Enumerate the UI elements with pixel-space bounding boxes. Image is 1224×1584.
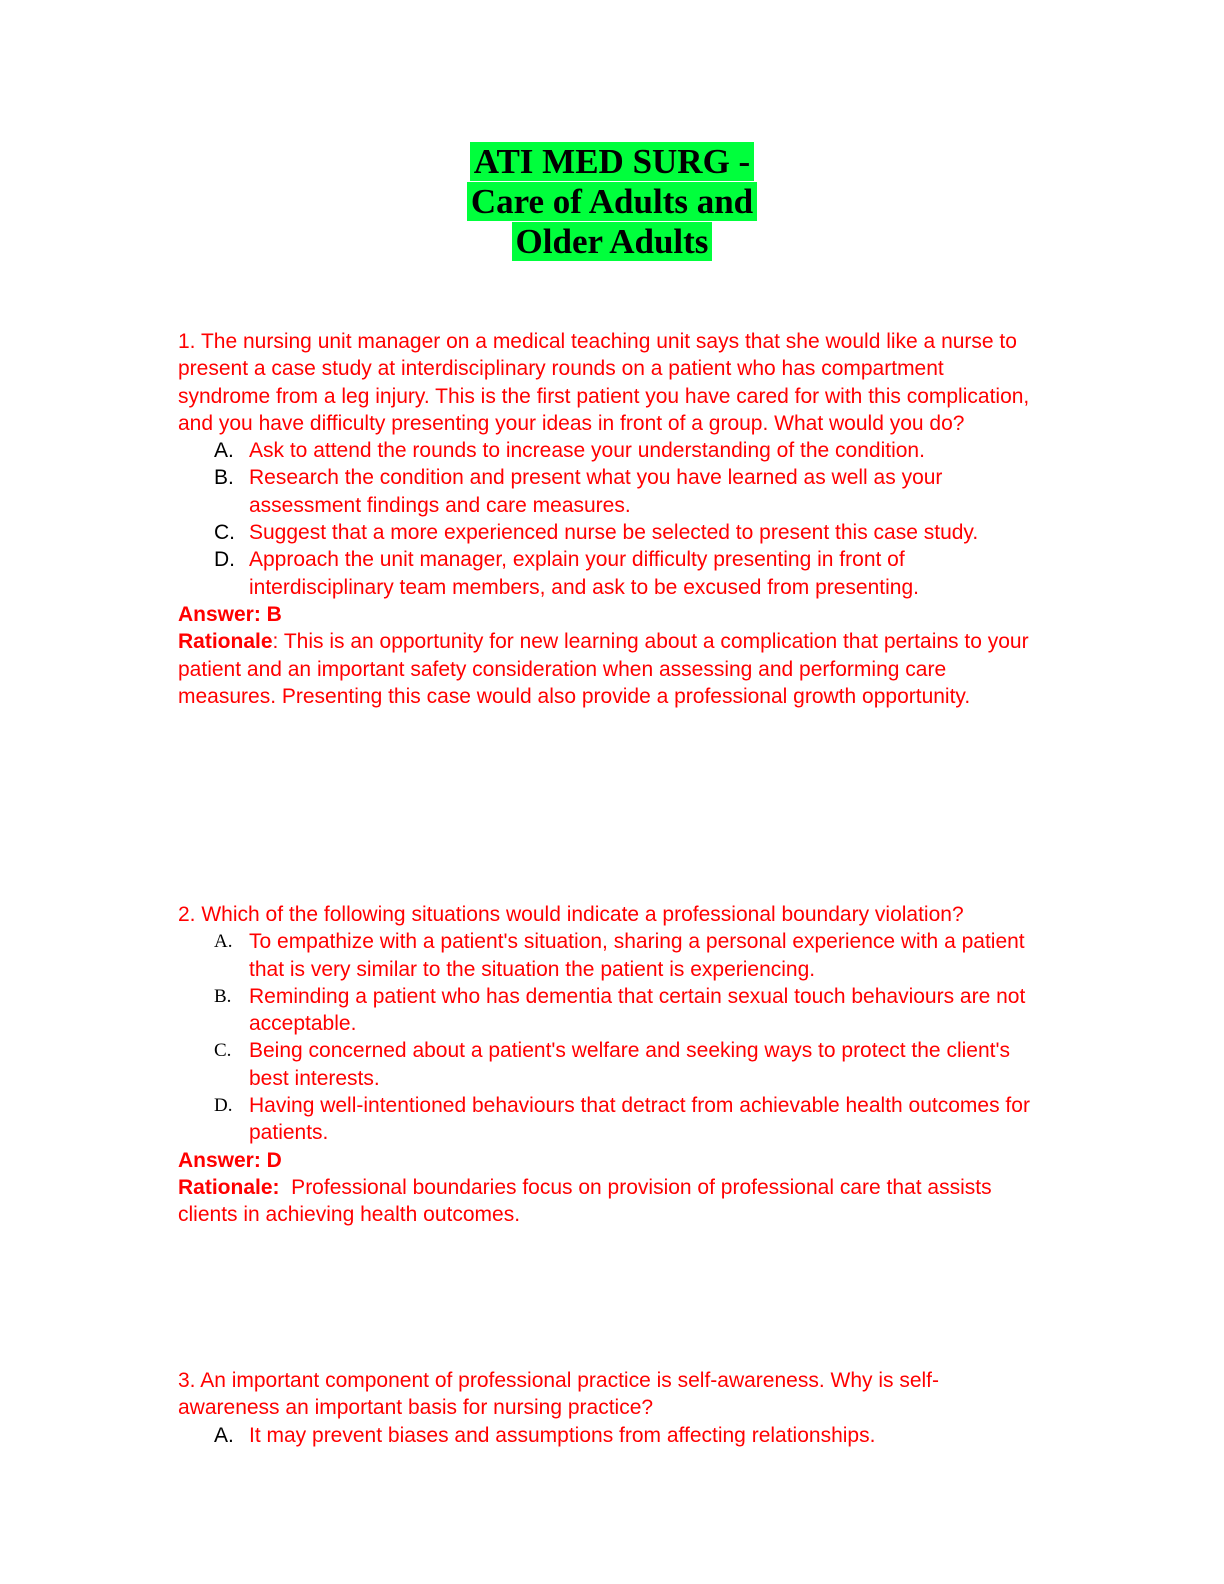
- option-item: [178, 928, 1038, 983]
- option-letter: B.: [214, 466, 234, 490]
- option-text: Reminding a patient who has dementia that certain sexual touch behaviours are not acceptable.: [249, 984, 1026, 1036]
- option-text: Ask to attend the rounds to increase your understanding of the condition.: [249, 439, 925, 463]
- rationale-text: : This is an opportunity for new learning about a complication that pertains to your patient and an important safety consideration when assessing and performing care measures. Presenting this case would also provide a professional growth opportunity.: [178, 630, 1029, 708]
- option-item: [178, 1422, 1038, 1449]
- question-2: [178, 901, 1038, 1229]
- title-line-2: Care of Adults and: [467, 182, 757, 221]
- option-letter: B.: [214, 985, 232, 1007]
- question-3: [178, 1367, 1038, 1449]
- option-text: To empathize with a patient's situation, sharing a personal experience with a patient that is very similar to the situation the patient is experiencing.: [249, 930, 1025, 981]
- option-letter: C.: [214, 1040, 232, 1062]
- option-text: It may prevent biases and assumptions from affecting relationships.: [249, 1423, 876, 1447]
- option-text: Approach the unit manager, explain your difficulty presenting in front of interdisciplinary team members, and ask to be excused from presenting.: [249, 548, 919, 599]
- option-letter: A.: [214, 931, 233, 953]
- option-letter: A.: [214, 439, 234, 463]
- option-item: [178, 546, 1038, 601]
- option-letter: D.: [214, 548, 235, 572]
- option-text: Having well-intentioned behaviours that detract from achievable health outcomes for patients.: [249, 1094, 1030, 1145]
- option-list: [178, 928, 1038, 1146]
- option-letter: D.: [214, 1095, 233, 1117]
- title-line-3: Older Adults: [512, 222, 713, 261]
- question-1: [178, 328, 1038, 710]
- option-list: [178, 1422, 1038, 1449]
- title-line-1: ATI MED SURG -: [470, 142, 754, 181]
- option-item: [178, 1092, 1038, 1147]
- answer-line: [178, 1147, 1038, 1174]
- rationale-text: Professional boundaries focus on provision of professional care that assists clients in achieving health outcomes.: [178, 1175, 998, 1227]
- option-item: [178, 437, 1038, 464]
- option-item: [178, 464, 1038, 519]
- answer-label: Answer: D: [178, 1148, 282, 1172]
- option-item: [178, 983, 1038, 1038]
- question-stem: 1. The nursing unit manager on a medical teaching unit says that she would like a nurse to present a case study at interdisciplinary rounds on a patient who has compartment syndrome from a leg injury. This is the first patient you have cared for with this complication, and you have difficulty presenting your ideas in front of a group. What would you do?: [178, 330, 1030, 435]
- answer-label: Answer: B: [178, 602, 282, 626]
- option-text: Suggest that a more experienced nurse be selected to present this case study.: [249, 521, 979, 545]
- answer-line: [178, 601, 1038, 628]
- option-text: Being concerned about a patient's welfare and seeking ways to protect the client's best interests.: [249, 1039, 1010, 1090]
- rationale: [178, 1174, 1038, 1229]
- rationale-label: Rationale:: [178, 1175, 280, 1199]
- question-stem: 3. An important component of professional practice is self-awareness. Why is self-awareness an important basis for nursing practice?: [178, 1369, 940, 1420]
- option-letter: C.: [214, 521, 235, 545]
- option-item: [178, 519, 1038, 546]
- question-stem: 2. Which of the following situations would indicate a professional boundary violation?: [178, 903, 964, 926]
- option-text: Research the condition and present what you have learned as well as your assessment findings and care measures.: [249, 466, 943, 517]
- rationale-label: Rationale: [178, 630, 273, 654]
- rationale: [178, 628, 1038, 710]
- option-letter: A.: [214, 1423, 234, 1447]
- option-item: [178, 1037, 1038, 1092]
- option-list: [178, 437, 1038, 601]
- document-title: [0, 142, 1224, 262]
